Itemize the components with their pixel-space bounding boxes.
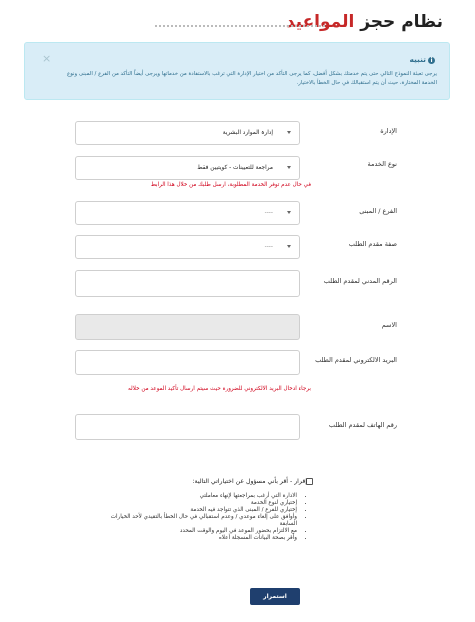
acknowledgement-list	[107, 493, 307, 542]
applicant-type-select[interactable]	[75, 235, 300, 259]
alert-title-text: تنبيه	[409, 55, 426, 64]
list-item: • وأوافق على إلغاء موعدي / وعدم استقبالي في حال الخطأ بالتقيدي لأحد الخيارات السابقة	[107, 514, 297, 528]
name-label: الاسم	[381, 321, 397, 329]
chevron-down-icon	[287, 131, 291, 134]
acknowledgement-title: إقرار - أقر بأني مسؤول عن اختياراتي التالية:	[192, 478, 307, 485]
page-title	[286, 12, 443, 32]
page-title-main: نظام حجز	[360, 12, 443, 32]
alert-title	[409, 55, 435, 64]
email-input[interactable]	[75, 350, 300, 375]
list-item: • إختياري لنوع الخدمة	[107, 500, 297, 507]
phone-label: رقم الهاتف لمقدم الطلب	[328, 421, 397, 429]
page-title-accent: المواعيد	[285, 12, 355, 32]
chevron-down-icon	[287, 166, 291, 169]
list-item: • مع الالتزام بحضور الموعد في اليوم والوقت المحدد	[107, 528, 297, 535]
civil-id-input[interactable]	[75, 270, 300, 297]
service-label: نوع الخدمة	[367, 160, 397, 168]
branch-label: الفرع / المبنى	[359, 207, 397, 215]
applicant-type-label: صفة مقدم الطلب	[348, 240, 397, 248]
service-select[interactable]	[75, 156, 300, 180]
department-label: الإدارة	[380, 127, 397, 135]
branch-select[interactable]	[75, 201, 300, 225]
department-select[interactable]	[75, 121, 300, 145]
alert-body: يرجى تعبئة النموذج التالي حتى يتم خدمتك بشكل أفضل، كما يرجى التأكد من اختيار الإدارة التي ترغب بالاستفادة من خدماتها ويرجى أيضاً التأكد من الفرع / المبنى ونوع الخدمة المختارة، حيث أن يتم استقبالك في حال الخطأ بالاختيار.	[67, 71, 437, 86]
applicant-type-value: ----	[264, 244, 273, 250]
list-item: • وأقر بصحة البيانات المسجلة أعلاه	[107, 535, 297, 542]
info-icon: i	[428, 57, 435, 64]
continue-button[interactable]: استمرار	[250, 588, 300, 605]
chevron-down-icon	[287, 211, 291, 214]
close-icon[interactable]: ×	[42, 52, 52, 65]
phone-input[interactable]	[75, 414, 300, 440]
acknowledgement-checkbox[interactable]	[306, 478, 313, 485]
chevron-down-icon	[287, 245, 291, 248]
list-item: • إختياري للفرع / المبنى الذي تتواجد فيه الخدمة	[107, 507, 297, 514]
list-item: • الادارة التي أرغب بمراجعتها لإنهاء معاملتي	[107, 493, 297, 500]
service-value: مراجعة للتعيينات - كويتيين فقط	[197, 165, 273, 171]
email-hint: برجاء ادخال البريد الالكتروني للضرورة حيث سيتم ارسال تأكيد الموعد من خلاله	[128, 386, 311, 392]
service-hint-link[interactable]: في حال عدم توفر الخدمة المطلوبة، ارسل طلبك من خلال هذا الرابط	[150, 182, 311, 188]
email-label: البريد الالكتروني لمقدم الطلب	[315, 356, 397, 364]
branch-value: ----	[264, 210, 273, 216]
title-divider	[155, 25, 325, 27]
civil-id-label: الرقم المدني لمقدم الطلب	[323, 277, 397, 285]
name-input	[75, 314, 300, 340]
department-value: إدارة الموارد البشرية	[222, 130, 273, 136]
